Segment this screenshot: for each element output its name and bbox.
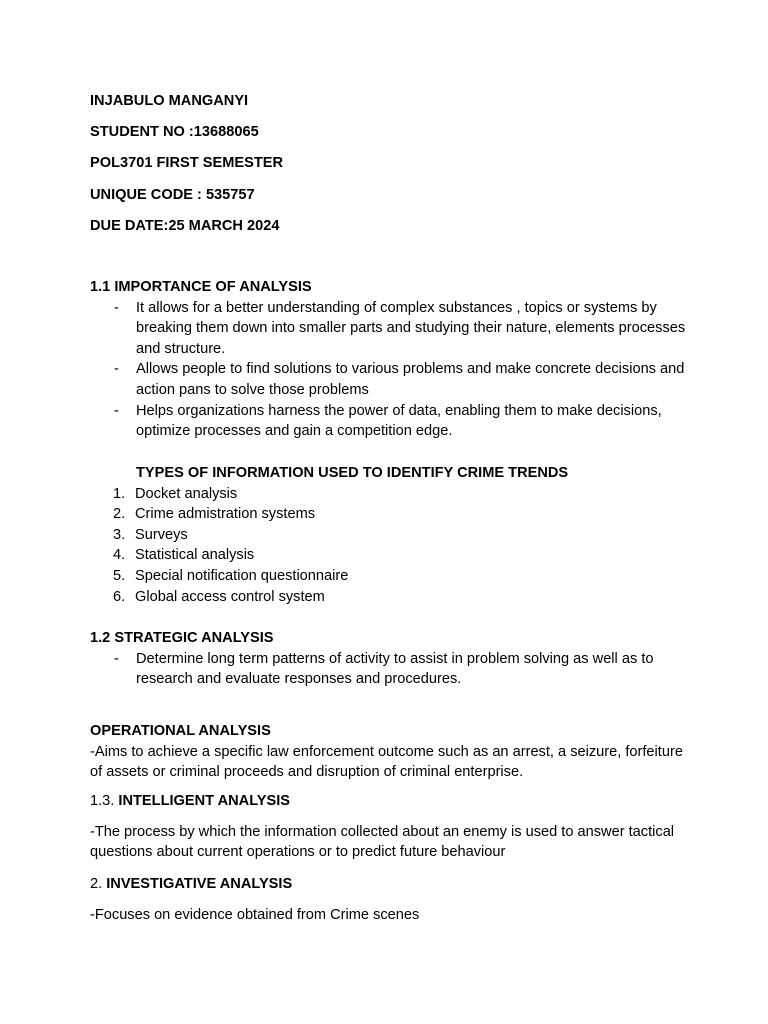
list-number: 6. [113,588,126,605]
list-number: 5. [113,567,126,584]
section-number: 2. [90,876,107,892]
section-heading-line [90,874,690,895]
list-item [90,566,690,587]
section-number: 1.3. [90,793,119,809]
numbered-list [90,484,690,608]
module-semester: POL3701 FIRST SEMESTER [90,155,284,172]
list-text: Crime admistration systems [135,506,316,523]
list-item [90,504,690,525]
section-importance-of-analysis [90,277,690,442]
list-text: Statistical analysis [135,547,255,564]
bullet-list [90,649,690,690]
bullet-item: - Determine long term patterns of activity to assist in problem solving as well as to research and evaluate responses and procedures. [90,649,690,690]
section-heading: 1.1 IMPORTANCE OF ANALYSIS [90,279,312,295]
bullet-item: - Allows people to find solutions to various problems and make concrete decisions and action pans to solve those problems [90,359,690,400]
section-heading: OPERATIONAL ANALYSIS [90,723,271,739]
list-text: Global access control system [135,588,325,605]
section-operational-analysis [90,721,690,783]
section-heading: TYPES OF INFORMATION USED TO IDENTIFY CRIME TRENDS [136,465,569,481]
section-text: -Focuses on evidence obtained from Crime scenes [90,906,420,923]
section-heading: 1.2 STRATEGIC ANALYSIS [90,630,274,646]
list-number: 1. [113,485,126,502]
section-text: -The process by which the information collected about an enemy is used to answer tactical questions about current operations or to predict future behaviour [90,823,675,861]
section-types-of-information [90,463,690,607]
bullet-item: - Helps organizations harness the power of data, enabling them to make decisions, optimize processes and gain a competition edge. [90,401,690,442]
list-text: Surveys [135,526,188,543]
section-text: -Aims to achieve a specific law enforcement outcome such as an arrest, a seizure, forfeiture of assets or criminal proceeds and disruption of criminal enterprise. [90,743,683,781]
list-item [90,545,690,566]
bullet-list [90,298,690,442]
list-number: 2. [113,506,126,523]
list-item [90,587,690,608]
section-heading: INVESTIGATIVE ANALYSIS [106,876,293,892]
section-intelligent-analysis [90,791,690,863]
unique-code: UNIQUE CODE : 535757 [90,186,255,203]
list-text: Special notification questionnaire [135,567,349,584]
section-strategic-analysis [90,628,690,690]
section-investigative-analysis [90,874,690,925]
list-text: Docket analysis [135,485,238,502]
section-heading: INTELLIGENT ANALYSIS [118,793,291,809]
student-name: INJABULO MANGANYI [90,93,249,109]
bullet-item: - It allows for a better understanding of complex substances , topics or systems by breaking them down into smaller parts and studying their nature, elements processes and structure. [90,298,690,360]
list-number: 3. [113,526,126,543]
list-item [90,525,690,546]
list-number: 4. [113,547,126,564]
section-heading-line [90,791,690,812]
due-date: DUE DATE:25 MARCH 2024 [90,217,280,234]
student-number: STUDENT NO :13688065 [90,124,259,141]
document-header [90,91,283,247]
list-item [90,484,690,505]
